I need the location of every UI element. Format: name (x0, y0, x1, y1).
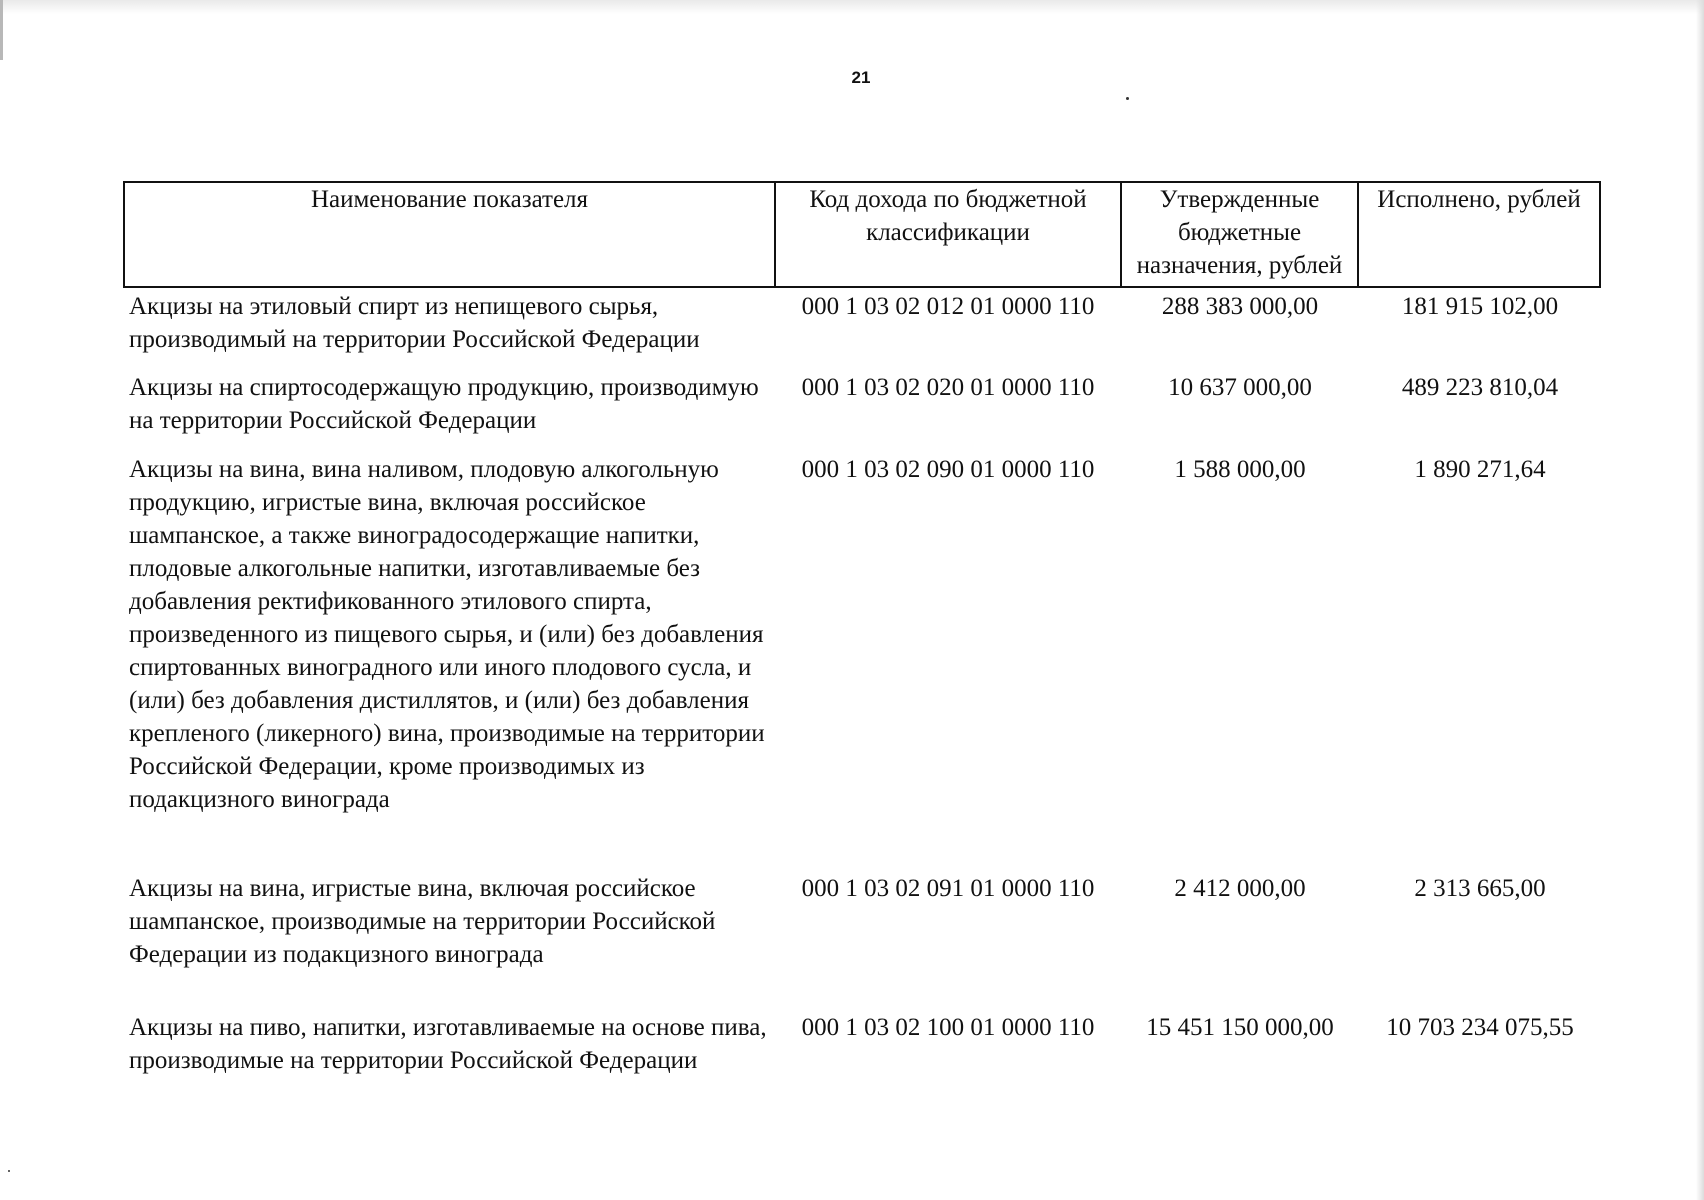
row-name: Акцизы на пиво, напитки, изготавливаемые на основе пива, производимые на территории Российской Федерации (129, 1014, 767, 1074)
scan-edge-left (0, 0, 3, 60)
row-executed: 2 313 665,00 (1414, 875, 1546, 902)
row-approved: 1 588 000,00 (1174, 456, 1306, 483)
row-name: Акцизы на спиртосодержащую продукцию, производимую на территории Российской Федерации (129, 374, 759, 434)
scan-speck (1126, 97, 1129, 100)
row-executed: 10 703 234 075,55 (1386, 1014, 1574, 1041)
header-executed: Исполнено, рублей (1377, 186, 1581, 213)
row-name: Акцизы на этиловый спирт из непищевого сырья, производимый на территории Российской Федерации (129, 293, 700, 353)
scan-speck (8, 1170, 10, 1172)
row-approved: 288 383 000,00 (1161, 293, 1319, 320)
row-approved: 15 451 150 000,00 (1146, 1014, 1334, 1041)
row-executed: 181 915 102,00 (1401, 293, 1559, 320)
row-approved: 2 412 000,00 (1174, 875, 1306, 902)
scan-edge-top (0, 0, 1704, 14)
row-name: Акцизы на вина, игристые вина, включая российское шампанское, производимые на территории Российской Федерации из подакцизного винограда (129, 875, 716, 968)
header-name: Наименование показателя (310, 186, 589, 213)
row-code: 000 1 03 02 012 01 0000 110 (801, 293, 1095, 320)
scan-edge-right (1696, 0, 1704, 1200)
page-number: 21 (851, 68, 871, 87)
header-approved: Утвержденные бюджетные назначения, рублей (1136, 186, 1343, 279)
row-code: 000 1 03 02 091 01 0000 110 (801, 875, 1095, 902)
row-name: Акцизы на вина, вина наливом, плодовую алкогольную продукцию, игристые вина, включая российское шампанское, а также виноградосодержащие напитки, плодовые алкогольные напитки, изготавливаемые без добавления ректификованного этилового спирта, произведенного из пищевого сырья, и (или) без добавления спиртованных виноградного или иного плодового сусла, и (или) без добавления дистиллятов, и (или) без добавления крепленого (ликерного) вина, производимые на территории Российской Федерации, кроме производимых из подакцизного винограда (129, 456, 765, 813)
row-code: 000 1 03 02 100 01 0000 110 (801, 1014, 1095, 1041)
header-code: Код дохода по бюджетной классификации (809, 186, 1087, 246)
row-executed: 1 890 271,64 (1414, 456, 1546, 483)
row-code: 000 1 03 02 020 01 0000 110 (801, 374, 1095, 401)
row-approved: 10 637 000,00 (1168, 374, 1312, 401)
row-executed: 489 223 810,04 (1401, 374, 1559, 401)
row-code: 000 1 03 02 090 01 0000 110 (801, 456, 1095, 483)
